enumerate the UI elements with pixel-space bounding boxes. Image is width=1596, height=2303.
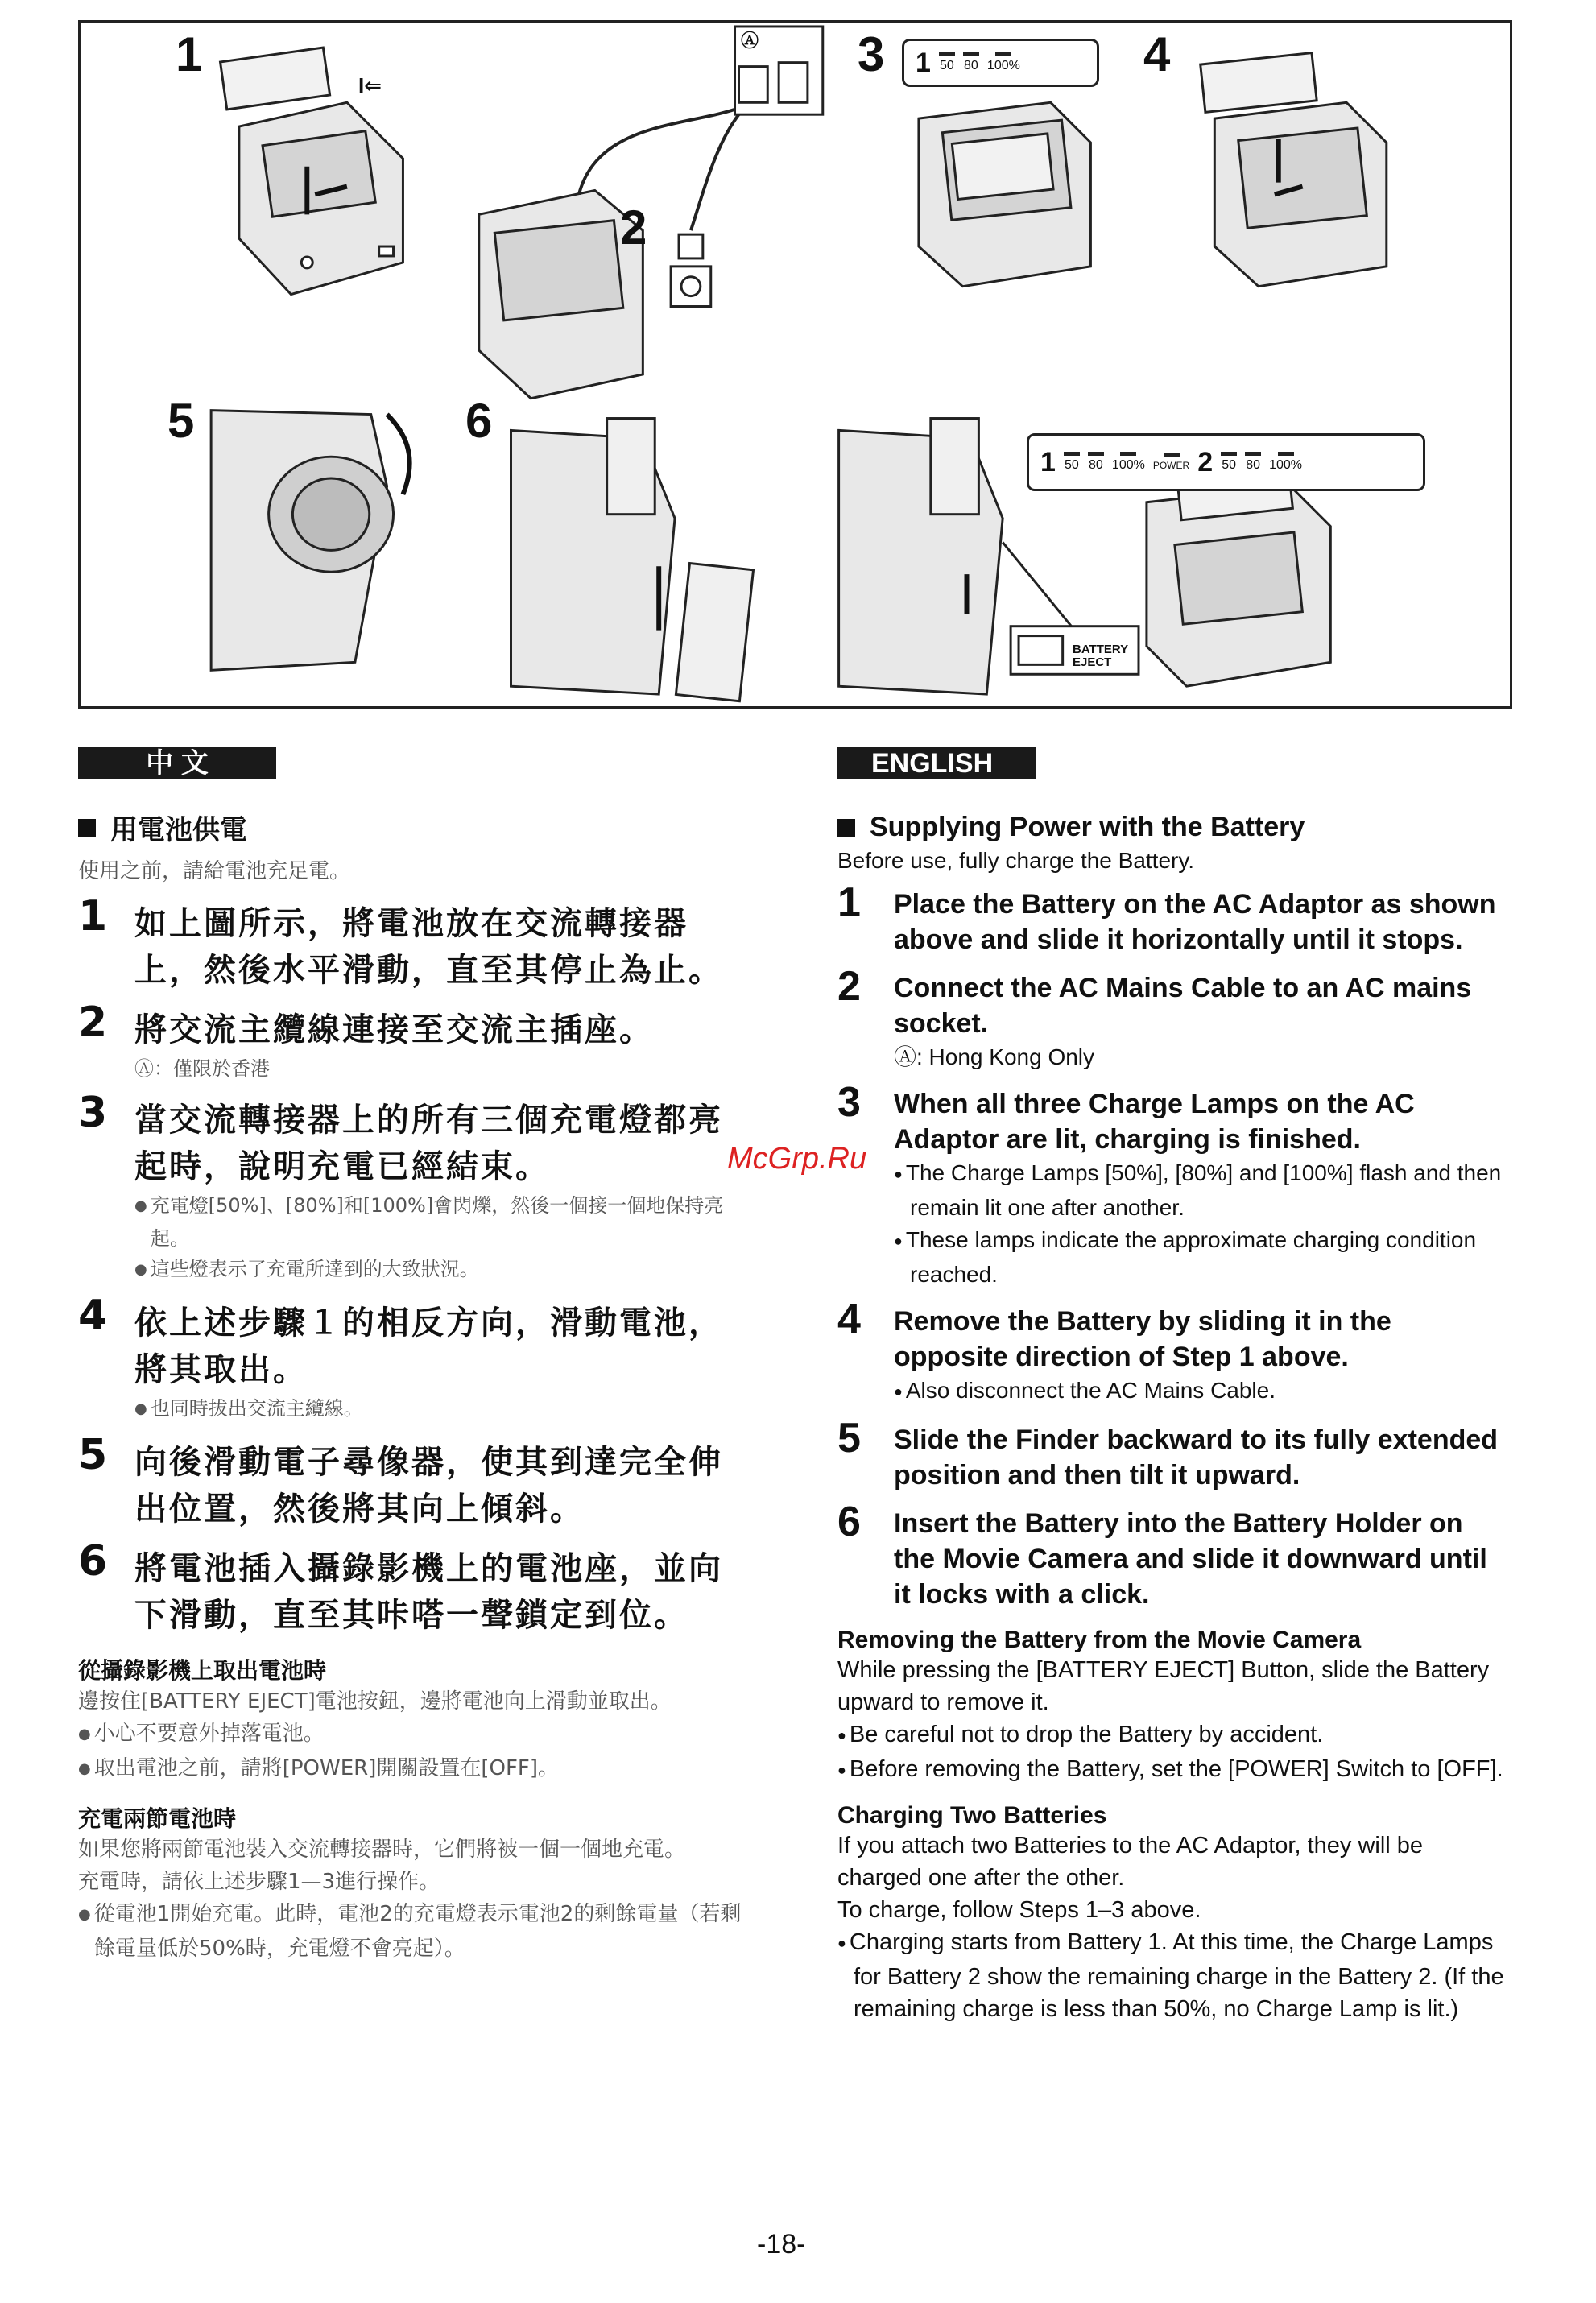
zh-remove-title: 從攝錄影機上取出電池時 (78, 1657, 327, 1684)
zh-two-batteries-title: 充電兩節電池時 (78, 1805, 237, 1832)
illustration-panel (78, 20, 1512, 709)
battery-eject-label: BATTERY EJECT (1073, 643, 1128, 669)
zh-two-text-2: 充電時，請依上述步驟1—3進行操作。 (78, 1870, 440, 1894)
chinese-section-header: 中 文 (78, 747, 276, 779)
lamp-80: 80 (963, 52, 979, 73)
page-number: -18- (757, 2229, 806, 2260)
en-two-text-2: To charge, follow Steps 1–3 above. (837, 1897, 1201, 1923)
english-section-header: ENGLISH (837, 747, 1036, 779)
zh-remove-text: 邊按住[BATTERY EJECT]電池按鈕，邊將電池向上滑動並取出。 (78, 1689, 672, 1714)
zh-section-title: 用電池供電 (78, 808, 746, 847)
charger-step3-illustration (919, 102, 1090, 286)
figure-step-2-label: 2 (620, 201, 647, 254)
lamp-battery-1-number: 1 (1040, 446, 1056, 478)
en-step-3-bullet-1: ● The Charge Lamps [50%], [80%] and [100%] flash and then remain lit one after another. (894, 1157, 1506, 1224)
lamp-battery-2-number: 2 (1197, 446, 1214, 478)
en-step-4: 4 Remove the Battery by sliding it in the opposite direction of Step 1 above. ● Also disconnect the AC Mains Cable. (837, 1304, 1506, 1409)
charger-two-batteries-illustration (1147, 461, 1330, 686)
camera-step6-illustration (511, 419, 753, 701)
lamp-b2-100: 100% (1269, 452, 1302, 473)
charger-step4-illustration (1201, 53, 1387, 287)
en-step-3: 3 When all three Charge Lamps on the AC Adaptor are lit, charging is finished. ● The Charge Lamps [50%], [80%] and [100%] flash and then remain lit one after another. ● These lamps indicate the approximate charging condition reached. (837, 1086, 1506, 1291)
zh-remove-bullet-1: ● 小心不要意外掉落電池。 (78, 1718, 746, 1752)
chinese-column (78, 808, 746, 1965)
lamp-battery-number: 1 (916, 47, 931, 78)
en-step-4-bullet-1: ● Also disconnect the AC Mains Cable. (894, 1375, 1506, 1409)
en-two-batteries-title: Charging Two Batteries (837, 1802, 1107, 1829)
charge-lamps-single (902, 39, 1099, 87)
zh-lead: 使用之前，請給電池充足電。 (78, 859, 351, 883)
watermark-text: McGrp.Ru (727, 1142, 867, 1176)
zh-step-2: 2 將交流主纜線連接至交流主插座。 Ⓐ：僅限於香港 (78, 999, 654, 1080)
en-step-6: 6 Insert the Battery into the Battery Holder on the Movie Camera and slide it downward until it locks with a click. (837, 1499, 1487, 1610)
hong-kong-marker: Ⓐ (741, 31, 759, 51)
lamp-b2-50: 50 (1221, 452, 1237, 473)
lamp-b1-80: 80 (1088, 452, 1104, 473)
square-bullet-icon (837, 819, 855, 837)
en-step-2: 2 Connect the AC Mains Cable to an AC mains socket. Ⓐ: Hong Kong Only (837, 963, 1472, 1069)
en-step-3-bullet-2: ● These lamps indicate the approximate charging condition reached. (894, 1224, 1506, 1291)
zh-step-3-bullet-1: ● 充電燈[50%]、[80%]和[100%]會閃爍，然後一個接一個地保持亮起。 (134, 1190, 746, 1254)
en-step-1: 1 Place the Battery on the AC Adaptor as shown above and slide it horizontally until it stops. (837, 879, 1496, 955)
zh-step-6: 6 將電池插入攝錄影機上的電池座，並向下滑動，直至其咔嗒一聲鎖定到位。 (78, 1537, 723, 1634)
camera-step5-illustration (211, 411, 393, 671)
en-two-text-1: If you attach two Batteries to the AC Adaptor, they will be charged one after the other. (837, 1833, 1424, 1891)
square-bullet-icon (78, 819, 96, 837)
zh-step-5: 5 向後滑動電子尋像器，使其到達完全伸出位置，然後將其向上傾斜。 (78, 1431, 723, 1528)
charge-lamps-double (1027, 433, 1425, 491)
en-remove-title: Removing the Battery from the Movie Camera (837, 1627, 1362, 1653)
figure-step-6-label: 6 (465, 394, 493, 448)
zh-step-3-bullet-2: ● 這些燈表示了充電所達到的大致狀況。 (134, 1254, 746, 1287)
lamp-b2-80: 80 (1245, 452, 1261, 473)
zh-step-3: 3 當交流轉接器上的所有三個充電燈都亮起時，說明充電已經結束。 ● 充電燈[50%]、[80%]和[100%]會閃爍，然後一個接一個地保持亮起。 ● 這些燈表示了充電所達到的大致狀況。 (78, 1097, 746, 1287)
slide-direction-symbol: I⇐ (358, 73, 382, 97)
zh-step-4: 4 依上述步驟１的相反方向，滑動電池，將其取出。 ● 也同時拔出交流主纜線。 (78, 1300, 746, 1426)
en-two-bullet-1: ● Charging starts from Battery 1. At this time, the Charge Lamps for Battery 2 show the remaining charge in the Battery 2. (If the remaining charge is less than 50%, no Charge Lamp is lit.) (837, 1926, 1506, 2025)
zh-step-4-bullet-1: ● 也同時拔出交流主纜線。 (134, 1393, 746, 1426)
figure-step-3-label: 3 (858, 27, 885, 81)
figure-step-1-label: 1 (176, 27, 203, 81)
illustration-drawings (81, 23, 1510, 706)
en-lead: Before use, fully charge the Battery. (837, 848, 1195, 873)
lamp-50: 50 (939, 52, 955, 73)
power-lamp-label: POWER (1153, 453, 1189, 471)
en-section-title: Supplying Power with the Battery (837, 812, 1506, 843)
en-remove-text: While pressing the [BATTERY EJECT] Button, slide the Battery upward to remove it. (837, 1657, 1490, 1715)
en-step-5: 5 Slide the Finder backward to its fully extended position and then tilt it upward. (837, 1415, 1499, 1491)
charger-step2-illustration (479, 27, 823, 399)
zh-step-1: 1 如上圖所示，將電池放在交流轉接器上，然後水平滑動，直至其停止為止。 (78, 892, 723, 989)
lamp-b1-50: 50 (1064, 452, 1080, 473)
arrow-tilt-step5 (387, 415, 410, 494)
english-column (837, 812, 1506, 2025)
zh-remove-bullet-2: ● 取出電池之前，請將[POWER]開關設置在[OFF]。 (78, 1752, 746, 1787)
zh-two-bullet-1: ● 從電池1開始充電。此時，電池2的充電燈表示電池2的剩餘電量（若剩餘電量低於50%時，充電燈不會亮起）。 (78, 1898, 746, 1965)
lamp-100: 100% (987, 52, 1020, 73)
en-remove-bullet-2: ● Before removing the Battery, set the [POWER] Switch to [OFF]. (837, 1753, 1506, 1788)
zh-two-text-1: 如果您將兩節電池裝入交流轉接器時，它們將被一個一個地充電。 (78, 1838, 686, 1862)
figure-step-5-label: 5 (167, 394, 195, 448)
lamp-b1-100: 100% (1112, 452, 1145, 473)
figure-step-4-label: 4 (1143, 27, 1171, 81)
en-remove-bullet-1: ● Be careful not to drop the Battery by accident. (837, 1718, 1506, 1753)
